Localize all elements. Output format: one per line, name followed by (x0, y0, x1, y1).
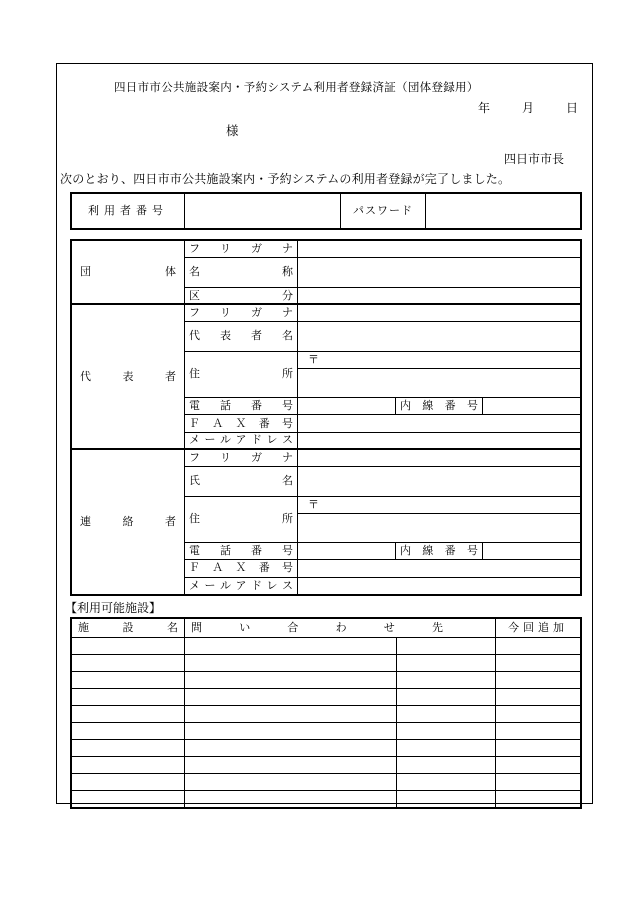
inquiry-cell-b (397, 638, 496, 655)
facilities-table (71, 618, 581, 808)
added-cell (496, 791, 581, 808)
group-name-label: 名 称 (185, 258, 298, 287)
added-header: 今回追加 (496, 619, 581, 638)
facility-name-cell (72, 655, 185, 672)
rep-extension-label: 内 線 番 号 (396, 398, 483, 415)
contact-name-label: 氏 名 (185, 467, 298, 496)
facility-row (72, 723, 581, 740)
rep-phone-value (298, 398, 396, 415)
rep-name-value (298, 322, 581, 351)
rep-fax-label: Ｆ Ａ Ｘ 番 号 (185, 415, 298, 432)
facility-name-cell (72, 706, 185, 723)
rep-extension-value (483, 398, 581, 415)
password-label: パスワード (341, 194, 426, 229)
facility-row (72, 655, 581, 672)
inquiry-cell-b (397, 723, 496, 740)
addressee-suffix: 様 (226, 123, 239, 138)
added-cell (496, 774, 581, 791)
inquiry-cell-b (397, 774, 496, 791)
facility-row (72, 638, 581, 655)
document-title: 四日市市公共施設案内・予約システム利用者登録済証（団体登録用） (114, 80, 479, 94)
rep-furigana-label: フ リ ガ ナ (185, 304, 298, 321)
inquiry-cell-a (185, 723, 397, 740)
rep-address-label: 住 所 (185, 351, 298, 398)
facility-row (72, 706, 581, 723)
facility-name-cell (72, 672, 185, 689)
contact-furigana-value (298, 449, 581, 466)
inquiry-cell-a (185, 757, 397, 774)
contact-fax-value (298, 560, 581, 577)
facility-name-cell (72, 638, 185, 655)
credentials-table (71, 193, 581, 229)
rep-postal-code: 〒 (298, 351, 581, 368)
facility-row (72, 791, 581, 808)
inquiry-cell-b (397, 655, 496, 672)
contact-email-value (298, 577, 581, 594)
contact-address-value (298, 513, 581, 542)
rep-furigana-value (298, 304, 581, 321)
inquiry-header: 問 い 合 わ せ 先 (185, 619, 496, 638)
added-cell (496, 672, 581, 689)
user-number-value (185, 194, 341, 229)
rep-email-label: メ ー ル ア ド レ ス (185, 432, 298, 449)
inquiry-cell-a (185, 689, 397, 706)
group-furigana-label: フ リ ガ ナ (185, 241, 298, 258)
rep-phone-label: 電 話 番 号 (185, 398, 298, 415)
contact-furigana-label: フ リ ガ ナ (185, 449, 298, 466)
added-cell (496, 689, 581, 706)
contact-address-label: 住 所 (185, 496, 298, 543)
facility-name-cell (72, 740, 185, 757)
group-category-value (298, 287, 581, 304)
registration-table (71, 240, 581, 595)
contact-phone-value (298, 543, 396, 560)
group-category-label: 区 分 (185, 287, 298, 304)
facility-row (72, 757, 581, 774)
facility-row (72, 689, 581, 706)
inquiry-cell-b (397, 791, 496, 808)
added-cell (496, 706, 581, 723)
added-cell (496, 740, 581, 757)
inquiry-cell-a (185, 774, 397, 791)
rep-fax-value (298, 415, 581, 432)
inquiry-cell-a (185, 672, 397, 689)
inquiry-cell-b (397, 757, 496, 774)
added-cell (496, 723, 581, 740)
facility-name-cell (72, 757, 185, 774)
inquiry-cell-a (185, 706, 397, 723)
facility-row (72, 740, 581, 757)
year-label: 年 (478, 101, 491, 115)
representative-heading: 代 表 者 (72, 304, 185, 449)
contact-email-label: メ ー ル ア ド レ ス (185, 577, 298, 594)
facility-name-header: 施 設 名 (72, 619, 185, 638)
group-heading: 団 体 (72, 241, 185, 305)
issuer-name: 四日市市長 (504, 152, 565, 166)
inquiry-cell-a (185, 791, 397, 808)
added-cell (496, 757, 581, 774)
contact-extension-value (483, 543, 581, 560)
completion-notice: 次のとおり、四日市市公共施設案内・予約システムの利用者登録が完了しました。 (60, 172, 511, 186)
password-value (426, 194, 581, 229)
contact-heading: 連 絡 者 (72, 449, 185, 594)
day-label: 日 (565, 101, 578, 115)
inquiry-cell-a (185, 655, 397, 672)
facilities-section-label: 【利用可能施設】 (65, 601, 162, 615)
inquiry-cell-b (397, 689, 496, 706)
rep-name-label: 代 表 者 名 (185, 322, 298, 351)
user-number-label: 利用者番号 (72, 194, 185, 229)
group-name-value (298, 258, 581, 287)
contact-phone-label: 電 話 番 号 (185, 543, 298, 560)
facility-name-cell (72, 774, 185, 791)
facility-row (72, 774, 581, 791)
facility-name-cell (72, 723, 185, 740)
rep-address-value (298, 368, 581, 397)
rep-email-value (298, 432, 581, 449)
inquiry-cell-a (185, 740, 397, 757)
inquiry-cell-b (397, 740, 496, 757)
contact-fax-label: Ｆ Ａ Ｘ 番 号 (185, 560, 298, 577)
group-furigana-value (298, 241, 581, 258)
inquiry-cell-a (185, 638, 397, 655)
contact-name-value (298, 467, 581, 496)
inquiry-cell-b (397, 672, 496, 689)
added-cell (496, 638, 581, 655)
inquiry-cell-b (397, 706, 496, 723)
contact-postal-code: 〒 (298, 496, 581, 513)
contact-extension-label: 内 線 番 号 (396, 543, 483, 560)
facility-name-cell (72, 689, 185, 706)
month-label: 月 (521, 101, 534, 115)
facility-row (72, 672, 581, 689)
added-cell (496, 655, 581, 672)
issue-date (478, 101, 578, 115)
facility-name-cell (72, 791, 185, 808)
